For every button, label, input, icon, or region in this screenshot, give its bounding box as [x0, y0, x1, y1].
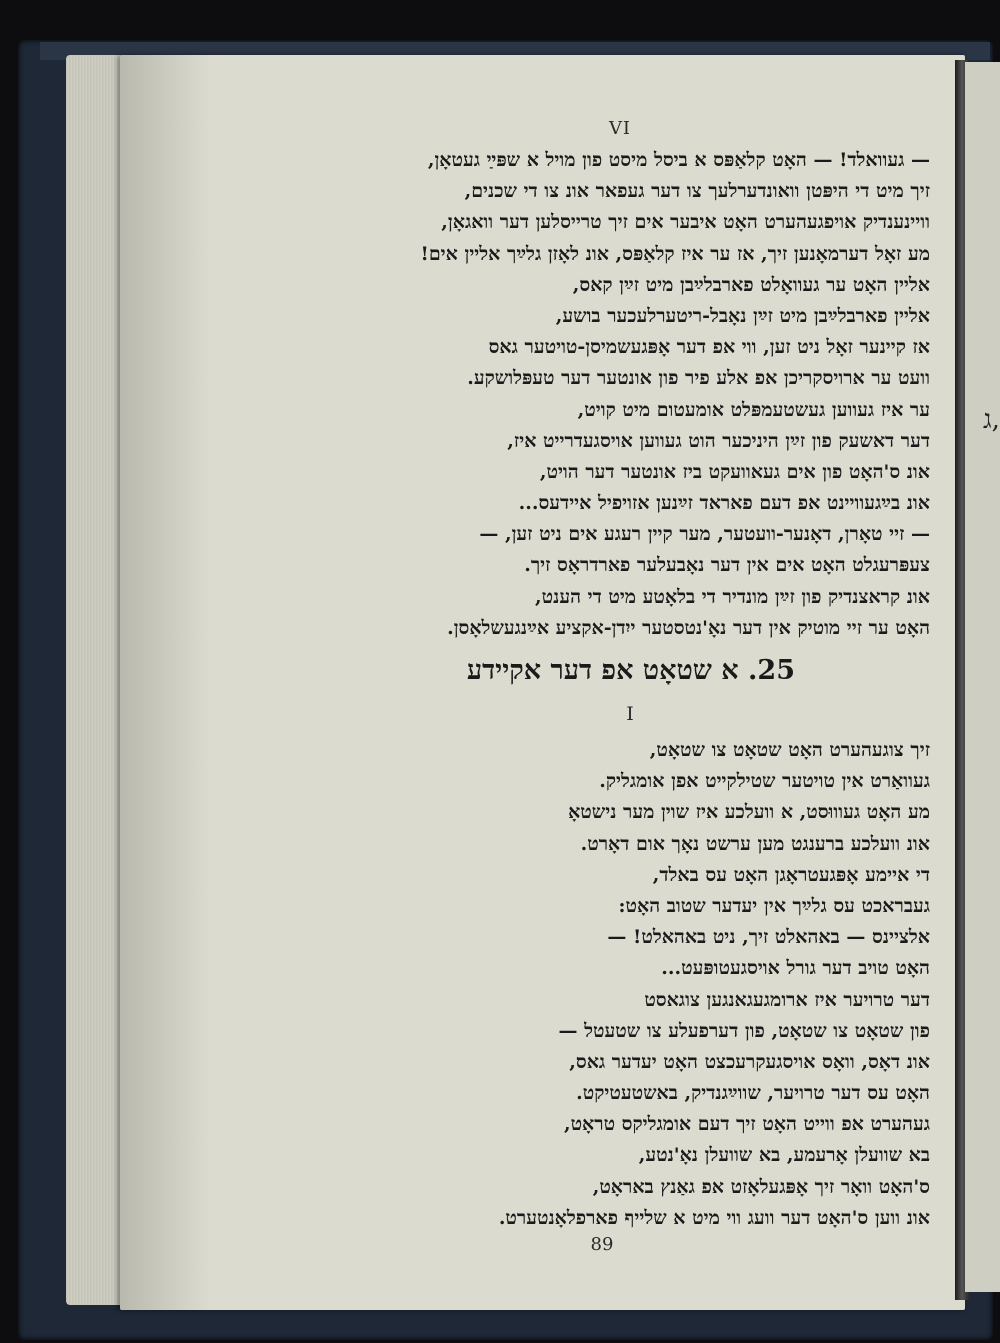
facing-page-edge [965, 62, 1000, 1292]
poem-line: ס'האָט וואָר זיך אָפּגעלאָזט אפ גאַנץ באראָט, [592, 1175, 930, 1198]
poem-line: אונ בײַגעוויינט אפ דעם פאראד זײַנען אזויפיל איידעס... [518, 492, 930, 515]
poem-stanza-2 [170, 735, 930, 1234]
poem-line: דער טרויער איז ארומגעגאנגען צוגאסט [644, 988, 930, 1011]
poem-line: אז קיינער זאָל ניט זען, ווי אפ דער אָפּגעשמיסן-טויטער גאס [488, 336, 930, 359]
page-number: 89 [590, 1234, 614, 1255]
section-heading: 25. א שטאָט אפ דער אקיידע [466, 655, 795, 686]
poem-line: וועט ער ארויסקריכן אפ אלע פיר פון אונטער דער טעפּלושקע. [467, 367, 930, 390]
poem-stanza-1 [170, 145, 930, 644]
poem-line: ער איז געווען געשטעמפּלט אומעטום מיט קויט, [577, 398, 930, 421]
poem-line: זיך מיט די היפּטן וואונדערלעך צו דער געפאר אונ צו די שכנים, [464, 180, 930, 203]
poem-line: בא שוועלן אָרעמע, בא שוועלן נאָ'נטע, [638, 1144, 930, 1167]
poem-line: אונ קראצנדיק פון זײַן מונדיר די בלאָטע מיט די הענט, [535, 585, 930, 608]
poem-line: די איימע אָפּגעטראָגן האָט עס באלד, [652, 863, 930, 886]
poem-line: געבראכט עס גלײַך אין יעדער שטוב האָט: [618, 894, 930, 917]
poem-line: וויינענדיק אויפגעהערט האָט איבער אים זיך טרייסלען דער וואגאָן, [441, 211, 930, 234]
page-header: VI [608, 118, 632, 139]
poem-line: מע האָט געוווּסט, א וועלכע איז שוין מער נישטאָ [568, 801, 930, 824]
poem-line: — געוואלד! — האָט קלאַפּס א ביסל מיסט פון מויל א שפּײַ געטאָן, [427, 149, 930, 171]
poem-line: האָט עס דער טרויער, שווײַגנדיק, באשטעטיקט. [576, 1082, 930, 1105]
poem-line: אלציינס — באהאלט זיך, ניט באהאלט! — [607, 926, 930, 949]
poem-line: אליין האָט ער געוואָלט פארבלײַבן מיט זײַן קאס, [572, 273, 930, 296]
section-part-number: I [626, 703, 634, 725]
poem-line: אונ ס'האָט פון אים געאוועקט ביז אונטער דער הויט, [539, 460, 930, 483]
poem-line: אונ וועלכע ברענגט מען ערשט נאָך אום דאָרט. [580, 832, 930, 855]
poem-line: אליין פארבלײַבן מיט זײַן נאָבל-ריטערלעכער בושע, [555, 304, 930, 327]
poem-line: אונ דאָס, וואָס אויסגעקרעכצט האָט יעדער גאס, [569, 1050, 930, 1073]
poem-line: מע זאָל דערמאָנען זיך, אז ער איז קלאַפּס, אונ לאָזן גלײַך אליין אים! [420, 242, 930, 265]
poem-line: האָט טויב דער גורל אויסגעטופּעט... [661, 957, 930, 980]
poem-line: האָט ער זיי מוטיק אין דער נאָ'נטסטער ייִדן-אקציע אײַנגעשלאָסן. [447, 616, 930, 639]
poem-line: דער דאשעק פון זײַן היניכער הוט געווען אויסגעדרייט איז, [507, 429, 930, 452]
poem-line: אונ ווען ס'האָט דער וועג ווי מיט א שלייף פארפלאָנטערט. [498, 1206, 930, 1229]
poem-line: — זיי טאָרן, דאָנער-וועטער, מער קיין רעגע אים ניט זען, — [479, 523, 930, 546]
facing-page-glyph: ג, [983, 405, 1000, 435]
poem-line: געוואַרט אין טויטער שטילקייט אפן אומגליק. [599, 770, 930, 793]
poem-line: צעפּרעגלט האָט אים אין דער נאָבעלער פארדראָס זיך. [524, 554, 930, 577]
poem-line: זיך צוגעהערט האָט שטאָט צו שטאָט, [649, 739, 930, 761]
poem-line: געהערט אפ ווייט האָט זיך דעם אומגליקס טראָט, [563, 1113, 930, 1136]
poem-line: פון שטאָט צו שטאָט, פון דערפעלע צו שטעטל — [558, 1019, 930, 1042]
